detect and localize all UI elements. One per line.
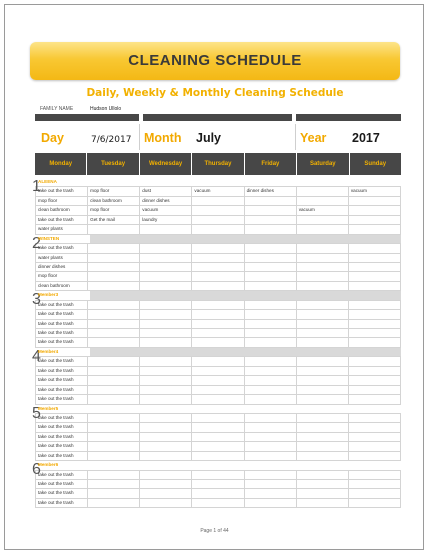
task-row bbox=[35, 225, 401, 234]
member-name: ALEENA bbox=[38, 179, 57, 184]
task-cell[interactable] bbox=[192, 329, 244, 337]
task-cell[interactable] bbox=[88, 499, 140, 507]
task-cell[interactable]: dinner dishes bbox=[35, 263, 88, 271]
task-row bbox=[35, 471, 401, 480]
task-row bbox=[35, 282, 401, 291]
task-cell[interactable] bbox=[349, 423, 401, 431]
task-cell[interactable] bbox=[140, 310, 192, 318]
task-cell[interactable] bbox=[297, 338, 349, 346]
task-cell[interactable]: take out the trash bbox=[35, 376, 88, 384]
task-cell[interactable] bbox=[192, 414, 244, 422]
member-name: Member4 bbox=[38, 348, 59, 354]
task-cell[interactable] bbox=[88, 225, 140, 233]
member-name: Member3 bbox=[38, 292, 59, 298]
task-cell[interactable] bbox=[297, 367, 349, 375]
member-header-fill bbox=[90, 178, 401, 186]
task-cell[interactable] bbox=[245, 423, 297, 431]
task-cell[interactable]: Get the mail bbox=[88, 216, 140, 224]
weekday-header: Friday bbox=[245, 153, 297, 175]
task-cell[interactable] bbox=[140, 442, 192, 450]
task-cell[interactable] bbox=[192, 423, 244, 431]
task-cell[interactable] bbox=[297, 433, 349, 441]
task-cell[interactable] bbox=[349, 376, 401, 384]
task-cell[interactable] bbox=[140, 301, 192, 309]
task-cell[interactable] bbox=[140, 254, 192, 262]
separator bbox=[295, 124, 296, 150]
task-cell[interactable] bbox=[140, 395, 192, 403]
task-cell[interactable] bbox=[245, 414, 297, 422]
task-row bbox=[35, 310, 401, 319]
family-name-value[interactable]: Hudson Ullolo bbox=[90, 106, 122, 112]
day-value[interactable]: 7/6/2017 bbox=[91, 135, 132, 145]
task-row bbox=[35, 367, 401, 376]
task-cell[interactable] bbox=[349, 452, 401, 460]
task-cell[interactable] bbox=[88, 376, 140, 384]
family-name-label: FAMILY NAME bbox=[40, 106, 74, 112]
task-cell[interactable]: take out the trash bbox=[35, 442, 88, 450]
task-cell[interactable] bbox=[192, 301, 244, 309]
task-cell[interactable] bbox=[88, 480, 140, 488]
task-cell[interactable] bbox=[140, 433, 192, 441]
task-cell[interactable] bbox=[349, 197, 401, 205]
member-number: 5 bbox=[32, 404, 41, 422]
weekday-header: Saturday bbox=[297, 153, 349, 175]
task-cell[interactable] bbox=[245, 197, 297, 205]
task-cell[interactable] bbox=[88, 452, 140, 460]
task-cell[interactable] bbox=[192, 471, 244, 479]
task-cell[interactable] bbox=[297, 489, 349, 497]
month-label: Month bbox=[144, 131, 182, 145]
task-cell[interactable] bbox=[140, 376, 192, 384]
task-cell[interactable] bbox=[245, 452, 297, 460]
task-row bbox=[35, 423, 401, 432]
task-cell[interactable] bbox=[297, 301, 349, 309]
task-cell[interactable] bbox=[245, 320, 297, 328]
task-cell[interactable] bbox=[88, 301, 140, 309]
task-cell[interactable] bbox=[192, 433, 244, 441]
task-cell[interactable] bbox=[245, 357, 297, 365]
task-cell[interactable] bbox=[245, 272, 297, 280]
task-cell[interactable]: mop floor bbox=[88, 187, 140, 195]
task-cell[interactable] bbox=[140, 282, 192, 290]
weekday-header: Sunday bbox=[364, 161, 387, 167]
task-cell[interactable] bbox=[88, 489, 140, 497]
task-cell[interactable] bbox=[297, 423, 349, 431]
task-cell[interactable] bbox=[192, 395, 244, 403]
task-cell[interactable] bbox=[192, 254, 244, 262]
task-cell[interactable] bbox=[192, 357, 244, 365]
task-cell[interactable] bbox=[349, 480, 401, 488]
task-cell[interactable]: take out the trash bbox=[35, 452, 88, 460]
task-row bbox=[35, 480, 401, 489]
task-cell[interactable] bbox=[140, 244, 192, 252]
task-cell[interactable] bbox=[297, 386, 349, 394]
task-cell[interactable] bbox=[349, 254, 401, 262]
task-cell[interactable] bbox=[245, 367, 297, 375]
task-cell[interactable] bbox=[140, 263, 192, 271]
task-cell[interactable] bbox=[88, 386, 140, 394]
task-cell[interactable]: take out the trash bbox=[35, 423, 88, 431]
year-label: Year bbox=[300, 131, 327, 145]
task-cell[interactable]: water plants bbox=[35, 254, 88, 262]
separator bbox=[139, 124, 140, 150]
task-cell[interactable] bbox=[140, 386, 192, 394]
member-name: Member6 bbox=[38, 462, 59, 468]
task-row bbox=[35, 263, 401, 272]
divider-gap bbox=[292, 114, 296, 121]
task-cell[interactable] bbox=[245, 395, 297, 403]
member-number: 6 bbox=[32, 461, 41, 479]
task-cell[interactable] bbox=[297, 244, 349, 252]
member-number: 3 bbox=[32, 291, 41, 309]
task-cell[interactable] bbox=[140, 320, 192, 328]
task-cell[interactable] bbox=[140, 480, 192, 488]
task-cell[interactable] bbox=[140, 338, 192, 346]
task-cell[interactable] bbox=[349, 329, 401, 337]
task-cell[interactable] bbox=[88, 357, 140, 365]
task-cell[interactable] bbox=[140, 423, 192, 431]
task-cell[interactable] bbox=[245, 254, 297, 262]
task-cell[interactable] bbox=[88, 442, 140, 450]
task-cell[interactable] bbox=[192, 310, 244, 318]
task-cell[interactable]: take out the trash bbox=[35, 329, 88, 337]
task-cell[interactable] bbox=[349, 489, 401, 497]
page-subtitle: Daily, Weekly & Monthly Cleaning Schedule bbox=[86, 87, 344, 99]
member-number: 1 bbox=[32, 178, 41, 195]
task-cell[interactable]: dinner dishes bbox=[245, 187, 297, 195]
task-cell[interactable] bbox=[349, 433, 401, 441]
task-cell[interactable] bbox=[297, 225, 349, 233]
task-cell[interactable]: laundry bbox=[140, 216, 192, 224]
task-cell[interactable] bbox=[297, 320, 349, 328]
task-row bbox=[35, 499, 401, 508]
member-name: Member5 bbox=[38, 405, 59, 411]
task-row bbox=[35, 489, 401, 498]
task-cell[interactable] bbox=[297, 452, 349, 460]
task-cell[interactable] bbox=[192, 480, 244, 488]
member-number: 2 bbox=[32, 234, 41, 252]
task-cell[interactable] bbox=[245, 499, 297, 507]
task-cell[interactable] bbox=[88, 263, 140, 271]
task-cell[interactable] bbox=[349, 272, 401, 280]
task-cell[interactable] bbox=[192, 206, 244, 214]
task-cell[interactable] bbox=[245, 310, 297, 318]
task-row bbox=[35, 320, 401, 329]
task-cell[interactable] bbox=[349, 442, 401, 450]
task-cell[interactable] bbox=[297, 480, 349, 488]
task-cell[interactable] bbox=[349, 225, 401, 233]
task-row bbox=[35, 433, 401, 442]
task-cell[interactable] bbox=[192, 367, 244, 375]
task-cell[interactable] bbox=[349, 414, 401, 422]
task-cell[interactable] bbox=[88, 338, 140, 346]
task-cell[interactable] bbox=[349, 386, 401, 394]
task-row bbox=[35, 272, 401, 281]
task-cell[interactable] bbox=[297, 395, 349, 403]
task-cell[interactable]: take out the trash bbox=[35, 395, 88, 403]
task-row bbox=[35, 376, 401, 385]
task-cell[interactable] bbox=[349, 471, 401, 479]
task-cell[interactable]: take out the trash bbox=[35, 310, 88, 318]
task-cell[interactable] bbox=[297, 254, 349, 262]
day-label: Day bbox=[41, 131, 64, 145]
member-number: 4 bbox=[32, 347, 41, 365]
task-cell[interactable] bbox=[349, 282, 401, 290]
task-cell[interactable] bbox=[88, 414, 140, 422]
divider-gap bbox=[139, 114, 143, 121]
task-cell[interactable] bbox=[140, 329, 192, 337]
task-cell[interactable] bbox=[245, 329, 297, 337]
task-cell[interactable] bbox=[349, 499, 401, 507]
task-cell[interactable] bbox=[297, 414, 349, 422]
task-cell[interactable] bbox=[140, 489, 192, 497]
task-cell[interactable] bbox=[245, 244, 297, 252]
task-cell[interactable]: take out the trash bbox=[35, 367, 88, 375]
task-cell[interactable] bbox=[140, 452, 192, 460]
task-cell[interactable]: mop floor bbox=[35, 197, 88, 205]
schedule-grid bbox=[32, 178, 401, 508]
task-row bbox=[35, 254, 401, 263]
task-cell[interactable] bbox=[245, 338, 297, 346]
task-cell[interactable] bbox=[297, 357, 349, 365]
task-row bbox=[35, 329, 401, 338]
task-cell[interactable] bbox=[192, 272, 244, 280]
task-row bbox=[35, 452, 401, 461]
task-cell[interactable] bbox=[297, 197, 349, 205]
task-cell[interactable]: water plants bbox=[35, 225, 88, 233]
task-cell[interactable] bbox=[140, 367, 192, 375]
task-cell[interactable] bbox=[297, 471, 349, 479]
task-cell[interactable]: clean bathroom bbox=[35, 282, 88, 290]
task-cell[interactable]: clean bathroom bbox=[35, 206, 88, 214]
task-cell[interactable] bbox=[88, 254, 140, 262]
year-value[interactable]: 2017 bbox=[352, 131, 380, 145]
task-cell[interactable] bbox=[88, 244, 140, 252]
task-cell[interactable] bbox=[192, 225, 244, 233]
task-cell[interactable] bbox=[88, 433, 140, 441]
task-cell[interactable] bbox=[245, 225, 297, 233]
task-cell[interactable] bbox=[192, 197, 244, 205]
task-cell[interactable] bbox=[192, 320, 244, 328]
task-row bbox=[35, 395, 401, 404]
member-name: WINSTEN bbox=[38, 235, 60, 241]
task-cell[interactable] bbox=[349, 338, 401, 346]
page-number: Page 1 of 44 bbox=[200, 528, 229, 534]
task-cell[interactable] bbox=[88, 282, 140, 290]
task-cell[interactable] bbox=[192, 338, 244, 346]
task-cell[interactable] bbox=[192, 489, 244, 497]
task-cell[interactable] bbox=[349, 367, 401, 375]
task-cell[interactable] bbox=[245, 263, 297, 271]
header-divider-bar bbox=[35, 114, 401, 121]
task-cell[interactable]: take out the trash bbox=[35, 216, 88, 224]
task-cell[interactable]: take out the trash bbox=[35, 471, 88, 479]
task-cell[interactable] bbox=[245, 206, 297, 214]
task-row bbox=[35, 197, 401, 206]
task-cell[interactable] bbox=[140, 499, 192, 507]
task-cell[interactable] bbox=[349, 310, 401, 318]
task-cell[interactable]: take out the trash bbox=[35, 414, 88, 422]
task-cell[interactable] bbox=[297, 376, 349, 384]
member-header-fill bbox=[90, 405, 401, 413]
task-cell[interactable]: clean bathroom bbox=[88, 197, 140, 205]
task-cell[interactable] bbox=[245, 471, 297, 479]
task-cell[interactable] bbox=[245, 386, 297, 394]
task-row bbox=[35, 338, 401, 347]
task-cell[interactable] bbox=[245, 301, 297, 309]
task-cell[interactable]: mop floor bbox=[35, 272, 88, 280]
task-cell[interactable] bbox=[245, 282, 297, 290]
task-row bbox=[35, 244, 401, 253]
task-cell[interactable]: take out the trash bbox=[35, 320, 88, 328]
task-row bbox=[35, 357, 401, 366]
task-cell[interactable] bbox=[245, 376, 297, 384]
task-cell[interactable] bbox=[349, 301, 401, 309]
task-cell[interactable] bbox=[349, 216, 401, 224]
task-cell[interactable]: take out the trash bbox=[35, 301, 88, 309]
task-row bbox=[35, 414, 401, 423]
task-cell[interactable] bbox=[192, 263, 244, 271]
task-cell[interactable]: dinner dishes bbox=[140, 197, 192, 205]
task-cell[interactable] bbox=[349, 263, 401, 271]
task-cell[interactable]: mop floor bbox=[88, 206, 140, 214]
task-row bbox=[35, 386, 401, 395]
task-cell[interactable] bbox=[297, 499, 349, 507]
task-cell[interactable] bbox=[297, 216, 349, 224]
task-cell[interactable] bbox=[297, 187, 349, 195]
task-cell[interactable] bbox=[192, 442, 244, 450]
task-cell[interactable] bbox=[349, 206, 401, 214]
weekday-header: Thursday bbox=[192, 153, 244, 175]
task-cell[interactable] bbox=[140, 272, 192, 280]
weekday-header-row bbox=[35, 153, 401, 175]
task-cell[interactable] bbox=[297, 310, 349, 318]
task-cell[interactable] bbox=[297, 329, 349, 337]
task-cell[interactable]: vacuum bbox=[192, 187, 244, 195]
task-cell[interactable] bbox=[245, 489, 297, 497]
task-cell[interactable]: vacuum bbox=[140, 206, 192, 214]
task-cell[interactable]: take out the trash bbox=[35, 244, 88, 252]
task-cell[interactable] bbox=[88, 320, 140, 328]
task-row bbox=[35, 301, 401, 310]
task-cell[interactable] bbox=[192, 452, 244, 460]
task-cell[interactable] bbox=[192, 386, 244, 394]
task-cell[interactable] bbox=[192, 244, 244, 252]
task-cell[interactable] bbox=[140, 225, 192, 233]
task-cell[interactable] bbox=[245, 216, 297, 224]
task-row bbox=[35, 187, 401, 196]
member-header-fill bbox=[90, 291, 401, 299]
task-cell[interactable] bbox=[297, 263, 349, 271]
task-cell[interactable]: vacuum bbox=[349, 187, 401, 195]
task-cell[interactable] bbox=[297, 282, 349, 290]
task-cell[interactable]: take out the trash bbox=[35, 489, 88, 497]
task-cell[interactable] bbox=[192, 216, 244, 224]
task-row bbox=[35, 216, 401, 225]
member-header-fill bbox=[90, 461, 401, 469]
member-header-fill bbox=[90, 235, 401, 243]
task-cell[interactable] bbox=[349, 320, 401, 328]
task-cell[interactable]: vacuum bbox=[297, 206, 349, 214]
page-title: CLEANING SCHEDULE bbox=[128, 52, 302, 69]
task-cell[interactable] bbox=[297, 272, 349, 280]
task-cell[interactable] bbox=[192, 376, 244, 384]
task-cell[interactable] bbox=[88, 367, 140, 375]
task-cell[interactable] bbox=[245, 442, 297, 450]
task-cell[interactable] bbox=[140, 357, 192, 365]
task-cell[interactable]: take out the trash bbox=[35, 499, 88, 507]
task-cell[interactable] bbox=[88, 329, 140, 337]
weekday-header: Tuesday bbox=[87, 153, 139, 175]
task-cell[interactable] bbox=[349, 395, 401, 403]
task-cell[interactable] bbox=[297, 442, 349, 450]
task-cell[interactable]: take out the trash bbox=[35, 433, 88, 441]
task-cell[interactable] bbox=[140, 471, 192, 479]
task-cell[interactable] bbox=[349, 357, 401, 365]
task-cell[interactable] bbox=[88, 471, 140, 479]
task-cell[interactable]: take out the trash bbox=[35, 480, 88, 488]
weekday-header: Monday bbox=[35, 153, 87, 175]
task-cell[interactable] bbox=[349, 244, 401, 252]
task-cell[interactable] bbox=[245, 433, 297, 441]
title-banner bbox=[30, 42, 400, 80]
task-cell[interactable]: take out the trash bbox=[35, 187, 88, 195]
task-cell[interactable]: dust bbox=[140, 187, 192, 195]
member-header-fill bbox=[90, 348, 401, 356]
task-cell[interactable] bbox=[192, 499, 244, 507]
task-cell[interactable] bbox=[88, 395, 140, 403]
task-cell[interactable] bbox=[140, 414, 192, 422]
weekday-header: Wednesday bbox=[140, 153, 192, 175]
task-cell[interactable]: take out the trash bbox=[35, 386, 88, 394]
task-cell[interactable] bbox=[88, 272, 140, 280]
task-cell[interactable] bbox=[245, 480, 297, 488]
task-cell[interactable] bbox=[192, 282, 244, 290]
task-cell[interactable]: take out the trash bbox=[35, 338, 88, 346]
task-cell[interactable] bbox=[88, 423, 140, 431]
month-value[interactable]: July bbox=[196, 131, 222, 145]
task-cell[interactable]: take out the trash bbox=[35, 357, 88, 365]
task-row bbox=[35, 442, 401, 451]
task-cell[interactable] bbox=[88, 310, 140, 318]
task-row bbox=[35, 206, 401, 215]
